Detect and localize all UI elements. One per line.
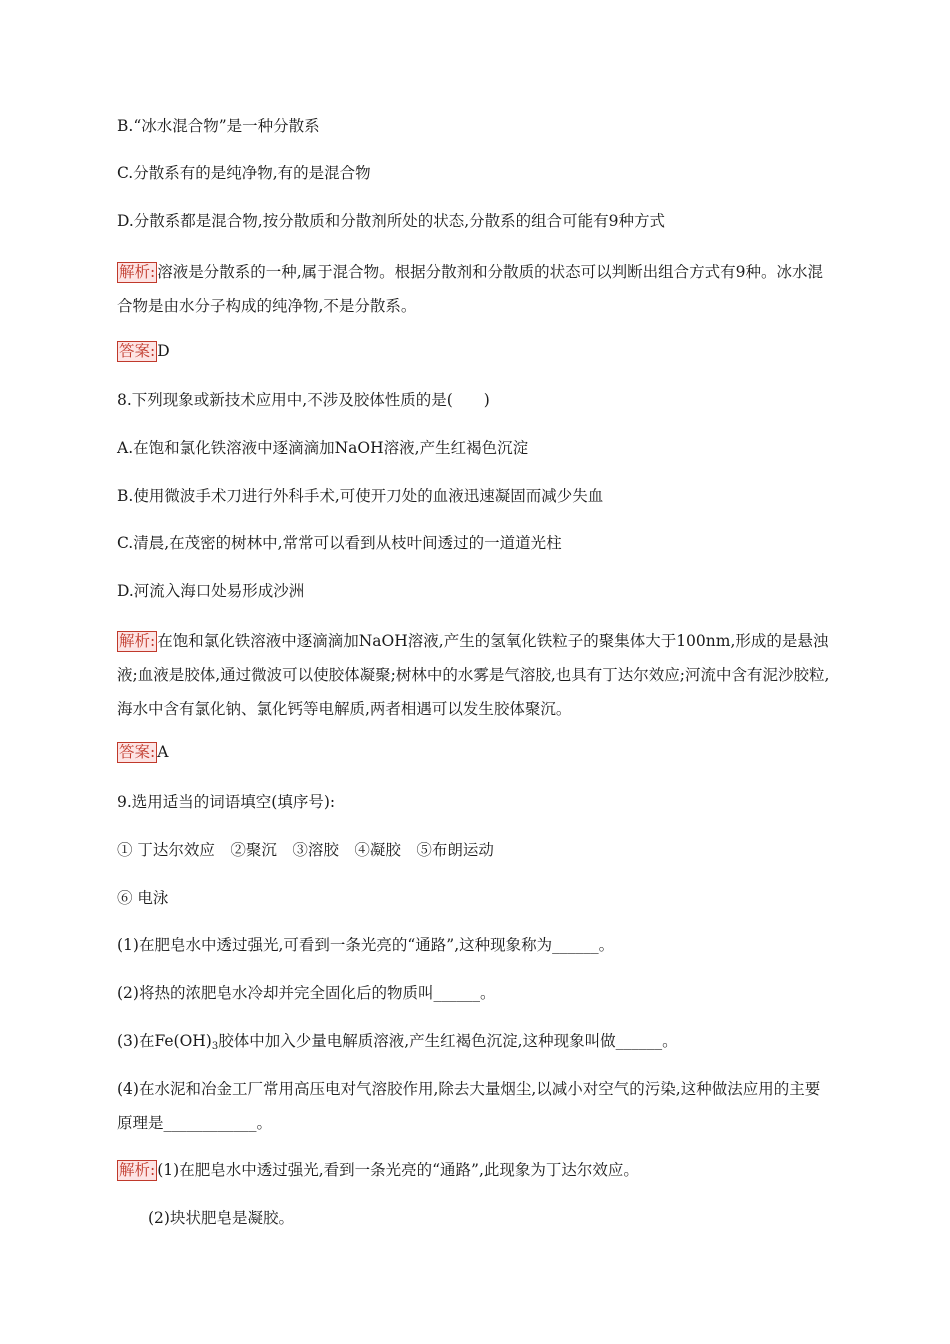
subscript-3: 3 [211,1041,219,1052]
q9-stem: 9.选用适当的词语填空(填序号): [117,793,336,811]
q9-analysis-2: (2)块状肥皂是凝胶。 [148,1209,294,1227]
q9-part3: (3)在$Fe(OH)_3$胶体中加入少量电解质溶液,产生红褐色沉淀,这种现象叫做______。 [117,1032,678,1052]
q8-analysis [117,624,833,726]
q7-option-c: C.分散系有的是纯净物,有的是混合物 [117,164,371,182]
q8-answer [117,742,168,763]
q8-option-d: D.河流入海口处易形成沙洲 [117,582,305,600]
q9-part4: (4)在水泥和冶金工厂常用高压电对气溶胶作用,除去大量烟尘,以减小对空气的污染,这种做法应用的主要原理是____________。 [117,1080,821,1132]
q8-option-a: A.在饱和氯化铁溶液中逐滴滴加NaOH溶液,产生红褐色沉淀 [117,439,529,457]
analysis-label: 解析: [119,1161,156,1179]
q8-analysis-text: 在饱和氯化铁溶液中逐滴滴加NaOH溶液,产生的氢氧化铁粒子的聚集体大于100nm,形成的是悬浊液;血液是胶体,通过微波可以使胶体凝聚;树林中的水雾是气溶胶,也具有丁达尔效应;河流中含有泥沙胶粒,海水中含有氯化钠、氯化钙等电解质,两者相遇可以发生胶体聚沉。 [117,632,830,718]
q8-answer-value: A [157,743,169,761]
answer-label: 答案: [119,743,156,761]
q9-part1: (1)在肥皂水中透过强光,可看到一条光亮的“通路”,这种现象称为______。 [117,936,615,954]
q8-stem: 8.下列现象或新技术应用中,不涉及胶体性质的是( ) [117,391,490,409]
q9-choices-line2: ⑥ 电泳 [117,889,169,907]
q7-analysis [117,255,833,323]
q7-option-b: B.“冰水混合物”是一种分散系 [117,117,320,135]
q9-part2: (2)将热的浓肥皂水冷却并完全固化后的物质叫______。 [117,984,496,1002]
q7-answer-value: D [157,342,170,360]
q7-option-d: D.分散系都是混合物,按分散质和分散剂所处的状态,分散系的组合可能有9种方式 [117,212,666,230]
q9-choices-line1: ① 丁达尔效应 ②聚沉 ③溶胶 ④凝胶 ⑤布朗运动 [117,841,494,859]
q9-analysis-text-1: (1)在肥皂水中透过强光,看到一条光亮的“通路”,此现象为丁达尔效应。 [157,1161,639,1179]
q8-option-c: C.清晨,在茂密的树林中,常常可以看到从枝叶间透过的一道道光柱 [117,534,562,552]
analysis-label: 解析: [119,263,156,281]
answer-label: 答案: [119,342,156,360]
q7-analysis-text: 溶液是分散系的一种,属于混合物。根据分散剂和分散质的状态可以判断出组合方式有9种。冰水混合物是由水分子构成的纯净物,不是分散系。 [117,263,824,315]
q7-answer [117,341,170,362]
q8-option-b: B.使用微波手术刀进行外科手术,可使开刀处的血液迅速凝固而减少失血 [117,487,604,505]
q9-analysis-1 [117,1160,639,1181]
analysis-label: 解析: [119,632,156,650]
